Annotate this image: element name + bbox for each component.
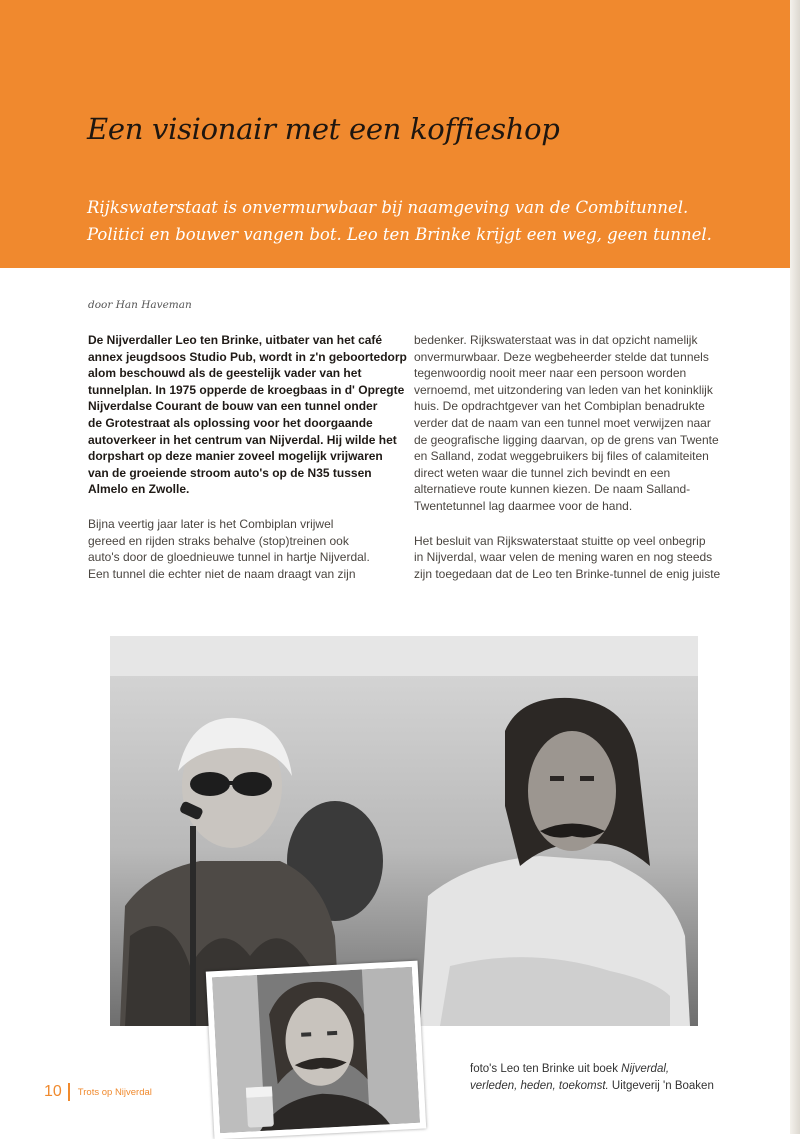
lead-line: Rijkswaterstaat is onvermurwbaar bij naamgeving van de Combitunnel. — [87, 198, 689, 217]
text-line: de geografische ligging daarvan, op de grens van Twente — [414, 432, 719, 447]
text-line: verder dat de naam van een tunnel moet verwijzen naar — [414, 415, 711, 430]
text-line: annex jeugdsoos Studio Pub, wordt in z'n geboortedorp — [88, 349, 407, 364]
text-line: bedenker. Rijkswaterstaat was in dat opzicht namelijk — [414, 333, 698, 347]
caption-italic: verleden, heden, toekomst. — [470, 1080, 609, 1092]
article-lead — [87, 194, 777, 248]
right-column — [414, 332, 721, 600]
text-line: Almelo en Zwolle. — [88, 482, 190, 497]
caption-italic: Nijverdal, — [621, 1063, 670, 1075]
article-title: Een visionair met een koffieshop — [87, 112, 560, 146]
page-number: 10 — [44, 1083, 62, 1100]
text-line: tunnelplan. In 1975 opperde de kroegbaas in d' Opregte — [88, 382, 405, 397]
text-line: Twentetunnel lag daarmee voor de hand. — [414, 498, 633, 513]
text-line: van de groeiende stroom auto's op de N35 tussen — [88, 465, 372, 480]
caption-line — [470, 1078, 714, 1095]
text-line: vernoemd, met uitzondering van leden van het koninklijk — [414, 382, 713, 397]
text-line: direct weten waar die tunnel zich bevindt en een — [414, 465, 671, 480]
left-column — [88, 332, 407, 600]
body-paragraph — [414, 533, 721, 583]
text-line: Bijna veertig jaar later is het Combiplan vrijwel — [88, 516, 334, 531]
text-line: Nijverdalse Courant de bouw van een tunnel onder — [88, 399, 378, 414]
text-line: Een tunnel die echter niet de naam draagt van zijn — [88, 566, 356, 581]
caption-text: Uitgeverij 'n Boaken — [608, 1080, 714, 1092]
intro-paragraph — [88, 332, 407, 498]
photo-caption — [470, 1061, 714, 1095]
byline: door Han Haveman — [88, 299, 192, 311]
footer-divider — [68, 1083, 70, 1101]
caption-line — [470, 1061, 714, 1078]
magazine-prefix: Trots op — [77, 1086, 115, 1098]
text-line: huis. De opdrachtgever van het Combiplan benadrukte — [414, 399, 705, 414]
text-line: in Nijverdal, waar velen de mening waren en nog steeds — [414, 550, 713, 565]
text-line: auto's door de gloednieuwe tunnel in hartje Nijverdal. — [88, 550, 370, 565]
text-line: tegenwoordig nooit meer naar een persoon worden — [414, 366, 687, 381]
page-footer — [44, 1082, 152, 1102]
text-line: zijn toegedaan dat de Leo ten Brinke-tunnel de enig juiste — [414, 566, 721, 581]
inset-photo — [206, 961, 427, 1139]
lead-line: Politici en bouwer vangen bot. Leo ten Brinke krijgt een weg, geen tunnel. — [87, 225, 712, 244]
text-line: alternatieve route kunnen kiezen. De naam Salland- — [414, 482, 691, 497]
text-line: de Grotestraat als oplossing voor het doorgaande — [88, 415, 373, 430]
body-paragraph — [88, 516, 373, 582]
text-line: autoverkeer in het centrum van Nijverdal. Hij wilde het — [88, 432, 397, 447]
text-line: De Nijverdaller Leo ten Brinke, uitbater van het café — [88, 333, 383, 347]
text-line: alom beschouwd als de geestelijk vader van het — [88, 366, 362, 381]
caption-text: foto's Leo ten Brinke uit boek — [470, 1063, 622, 1075]
magazine-name — [78, 1087, 152, 1098]
text-line: onvermurwbaar. Deze wegbeheerder stelde dat tunnels — [414, 349, 709, 364]
text-line: gereed en rijden straks behalve (stop)treinen ook — [88, 533, 349, 548]
text-line: dorpshart op deze manier zoveel mogelijk vrijwaren — [88, 449, 383, 464]
inset-photo-illustration — [212, 967, 420, 1133]
page-edge — [790, 0, 800, 1134]
text-line: en Salland, zodat weggebruikers bij files of calamiteiten — [414, 449, 709, 464]
text-line: Het besluit van Rijkswaterstaat stuitte op veel onbegrip — [414, 533, 706, 548]
magazine-place: Nijverdal — [114, 1086, 152, 1098]
body-paragraph — [414, 332, 719, 515]
